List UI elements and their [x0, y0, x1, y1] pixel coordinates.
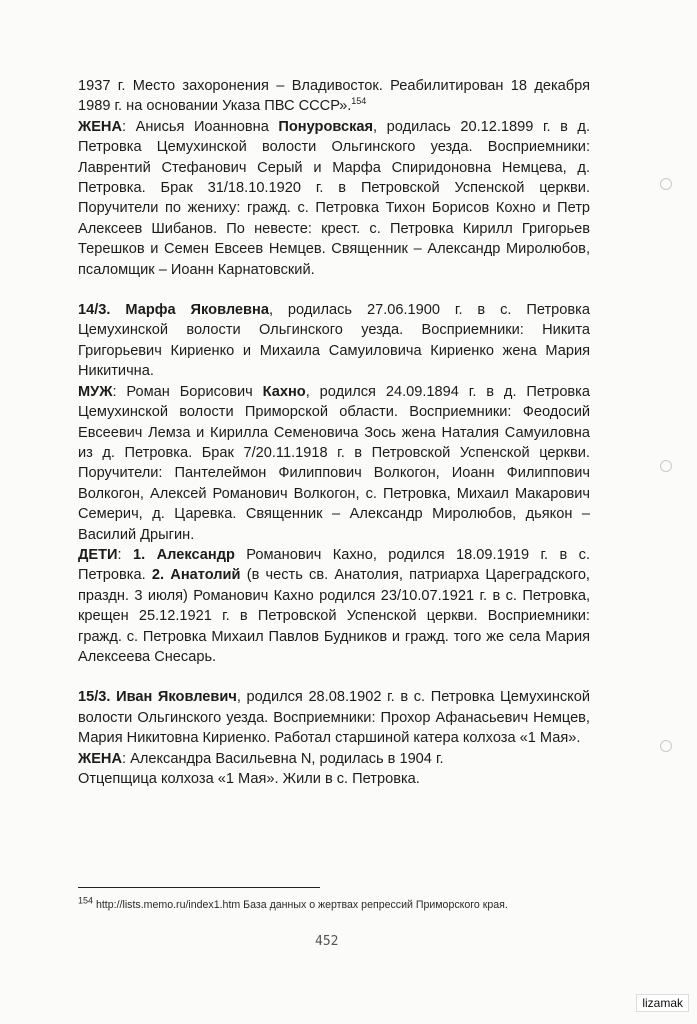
text-run: : Анисья Иоанновна — [122, 118, 279, 135]
text-run: : Роман Борисович — [112, 383, 263, 400]
paragraph-gap — [78, 280, 590, 300]
bold-text: ЖЕНА — [78, 118, 123, 135]
paragraph — [78, 687, 590, 748]
footnote-text: http://lists.memo.ru/index1.htm База данных о жертвах репрессий Приморского края. — [93, 899, 508, 911]
paragraph — [78, 300, 590, 382]
text-run: 1937 г. Место захоронения – Владивосток. Реабилитирован 18 декабря 1989 г. на основании Указа ПВС СССР». — [78, 78, 590, 115]
footnote-reference: 154 — [351, 96, 367, 107]
document-body — [78, 76, 590, 789]
text-run: (в честь св. Анатолия, патриарха Цареградского, праздн. 3 июля) Романович Кахно родился 23/10.07.1921 г. в с. Петровка, крещен 25.12.1921 г. в Петровской Успенской церкви. Восприемники: гражд. с. Петровка Михаил Павлов Будников и гражд. того же села Мария Алексеева Снесарь. — [78, 567, 590, 665]
punch-hole-mark — [660, 460, 672, 472]
paragraph — [78, 749, 590, 769]
bold-text: 14/3. Марфа Яковлевна — [78, 302, 269, 319]
footnote-separator — [78, 887, 320, 888]
text-run: , родился 24.09.1894 г. в д. Петровка Цемухинской волости Приморской области. Восприемники: Феодосий Евсеевич Лемза и Кирилла Семеновича Зось жена Наталия Самуиловна из д. Петровка. Брак 7/20.11.1918 г. в Петровской Успенской церкви. Поручители: Пантелеймон Филиппович Волкогон, Иоанн Филиппович Волкогон, Алексей Романович Волкогон, с. Петровка, Михаил Макарович Семерич, д. Царевка. Священник – Александр Миролюбов, дьякон – Василий Дрыгин. — [78, 383, 591, 543]
bold-text: Кахно — [262, 383, 306, 400]
paragraph — [78, 76, 590, 117]
footnote-number: 154 — [78, 895, 94, 906]
text-run: , родился 28.08.1902 г. в с. Петровка Цемухинской волости Ольгинского уезда. Восприемники: Прохор Афанасьевич Немцев, Мария Никитовна Кириенко. Работал старшиной катера колхоза «1 Мая». — [78, 689, 590, 747]
bold-text: 15/3. Иван Яковлевич — [78, 689, 237, 706]
text-run: , родилась 27.06.1900 г. в с. Петровка Цемухинской волости Ольгинского уезда. Восприемники: Никита Григорьевич Кириенко и Михаила Самуиловича Кириенко жена Мария Никитична. — [78, 302, 590, 380]
paragraph — [78, 117, 590, 280]
bold-text: МУЖ — [78, 383, 113, 400]
bold-text: Понуровская — [278, 118, 374, 135]
text-run: Романович Кахно, родился 18.09.1919 г. в с. Петровка. — [78, 546, 591, 584]
bold-text: ДЕТИ — [78, 546, 118, 563]
watermark-label: lizamak — [636, 994, 689, 1012]
footnote — [78, 897, 598, 913]
text-run: : — [117, 546, 134, 563]
page-number: 452 — [315, 934, 339, 949]
punch-hole-mark — [660, 740, 672, 752]
paragraph-gap — [78, 667, 590, 687]
text-run: , родилась 20.12.1899 г. в д. Петровка Цемухинской волости Ольгинского уезда. Восприемники: Лаврентий Стефанович Серый и Марфа Спиридоновна Немцева, д. Петровка. Брак 31/18.10.1920 г. в Петровской Успенской церкви. Поручители по жениху: гражд. с. Петровка Тихон Борисов Кохно и Петр Алексеев Шибанов. По невесте: крест. с. Петровка Кирилл Григорьев Терешков и Семен Евсеев Немцев. Священник – Александр Миролюбов, псаломщик – Иоанн Карнатовский. — [78, 118, 590, 278]
text-run: : Александра Васильевна N, родилась в 1904 г. — [122, 750, 444, 767]
bold-text: 2. Анатолий — [151, 567, 241, 584]
bold-text: 1. Александр — [133, 546, 235, 563]
text-run: Отцепщица колхоза «1 Мая». Жили в с. Петровка. — [78, 771, 420, 787]
punch-hole-mark — [660, 178, 672, 190]
bold-text: ЖЕНА — [78, 750, 123, 767]
paragraph — [78, 545, 590, 667]
paragraph — [78, 382, 590, 545]
paragraph — [78, 769, 590, 789]
